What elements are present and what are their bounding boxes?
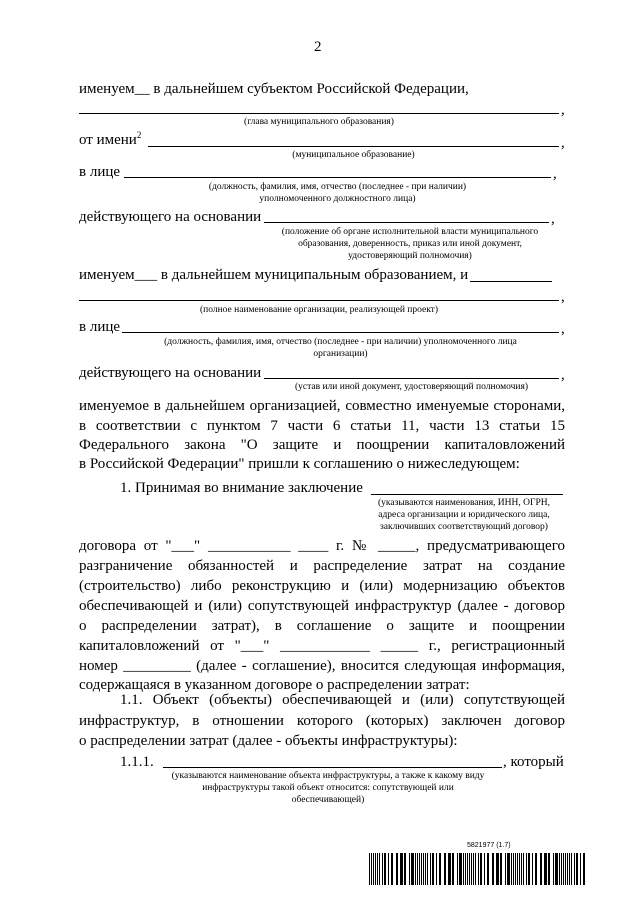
field-caption: инфраструктуры такой объект относится: сопутствующей или — [202, 783, 454, 793]
fill-line — [79, 113, 559, 114]
paragraph-line: именуемое в дальнейшем организацией, совместно именуемые сторонами, — [79, 398, 565, 414]
item-1: 1. Принимая во внимание заключение — [120, 480, 363, 496]
footnote-ref: 2 — [136, 130, 142, 140]
comma: , — [561, 367, 565, 383]
page-number: 2 — [314, 39, 322, 55]
paragraph-line: 1.1. Объект (объекты) обеспечивающей и (или) сопутствующей — [120, 692, 565, 708]
paragraph-line: номер _________ (далее - соглашение), вносится следующая информация, — [79, 658, 565, 674]
comma: , — [561, 289, 565, 305]
fill-line — [264, 222, 549, 223]
field-caption: организации) — [313, 349, 368, 359]
fill-line — [79, 300, 559, 301]
field-caption: (указываются наименования, ИНН, ОГРН, — [377, 498, 551, 508]
barcode-image — [369, 853, 589, 885]
comma: , — [561, 321, 565, 337]
field-caption: (должность, фамилия, имя, отчество (последнее - при наличии) — [208, 182, 467, 192]
which-label: , который — [503, 754, 564, 770]
text-line: именуем__ в дальнейшем субъектом Российской Федерации, — [79, 81, 469, 97]
comma: , — [551, 211, 555, 227]
fill-line — [163, 767, 502, 768]
fill-line — [371, 494, 563, 495]
paragraph-line: (строительство) либо реконструкцию и (или) модернизацию объектов — [79, 578, 565, 594]
paragraph-line: содержащаяся в указанном договоре о распределении затрат: — [79, 677, 470, 693]
fill-line — [122, 332, 559, 333]
paragraph-line: о распределении затрат), в соглашение о защите и поощрении — [79, 618, 565, 634]
paragraph-line: разграничение обязанностей и распределение затрат на создание — [79, 558, 565, 574]
field-caption: (муниципальное образование) — [292, 150, 415, 160]
paragraph-line: обеспечивающей и (или) сопутствующей инфраструктур (далее - договор — [79, 598, 565, 614]
in-person-label: в лице — [79, 319, 121, 335]
paragraph-line: договора от "___" ___________ ____ г. № _____, предусматривающего — [79, 538, 565, 554]
comma: , — [553, 166, 557, 182]
field-caption: (должность, фамилия, имя, отчество (последнее - при наличии) уполномоченного лица — [164, 337, 517, 347]
document-code: 5821977 (1.7) — [467, 842, 511, 849]
field-caption: (устав или иной документ, удостоверяющий полномочия) — [294, 382, 529, 392]
field-caption: обеспечивающей) — [291, 795, 365, 805]
paragraph-line: в соответствии с пунктом 7 части 6 статьи 11, части 13 статьи 15 — [79, 418, 565, 434]
paragraph-line: в Российской Федерации" пришли к соглашению о нижеследующем: — [79, 456, 520, 472]
paragraph-line: о распределении затрат (далее - объекты инфраструктуры): — [79, 733, 458, 749]
text-line: именуем___ в дальнейшем муниципальным образованием, и — [79, 267, 469, 283]
field-caption: (указываются наименование объекта инфраструктуры, а также к какому виду — [171, 771, 485, 781]
comma: , — [561, 102, 565, 118]
acting-label: действующего на основании — [79, 209, 262, 225]
paragraph-line: инфраструктур, в отношении которого (которых) заключен договор — [79, 713, 565, 729]
field-caption: заключивших соответствующий договор) — [380, 522, 548, 532]
field-caption: (полное наименование организации, реализующей проект) — [199, 305, 438, 315]
from-label: от имени$^2$ — [79, 130, 142, 148]
item-1-1-1: 1.1.1. — [120, 754, 154, 770]
paragraph-line: Федерального закона "О защите и поощрении капиталовложений — [79, 437, 565, 453]
field-caption: уполномоченного должностного лица) — [259, 194, 416, 204]
fill-line — [124, 177, 551, 178]
fill-line — [264, 378, 559, 379]
paragraph-line: капиталовложений от "___" ____________ _____ г., регистрационный — [79, 638, 565, 654]
in-person-label: в лице — [79, 164, 121, 180]
fill-line — [470, 281, 552, 282]
field-caption: удостоверяющий полномочия) — [348, 251, 472, 261]
field-caption: (глава муниципального образования) — [244, 117, 394, 127]
acting-label: действующего на основании — [79, 365, 262, 381]
fill-line — [148, 146, 559, 147]
field-caption: образования, доверенность, приказ или иной документ, — [298, 239, 522, 249]
comma: , — [561, 135, 565, 151]
field-caption: (положение об органе исполнительной власти муниципального — [281, 227, 539, 237]
field-caption: адреса организации и юридического лица, — [378, 510, 550, 520]
